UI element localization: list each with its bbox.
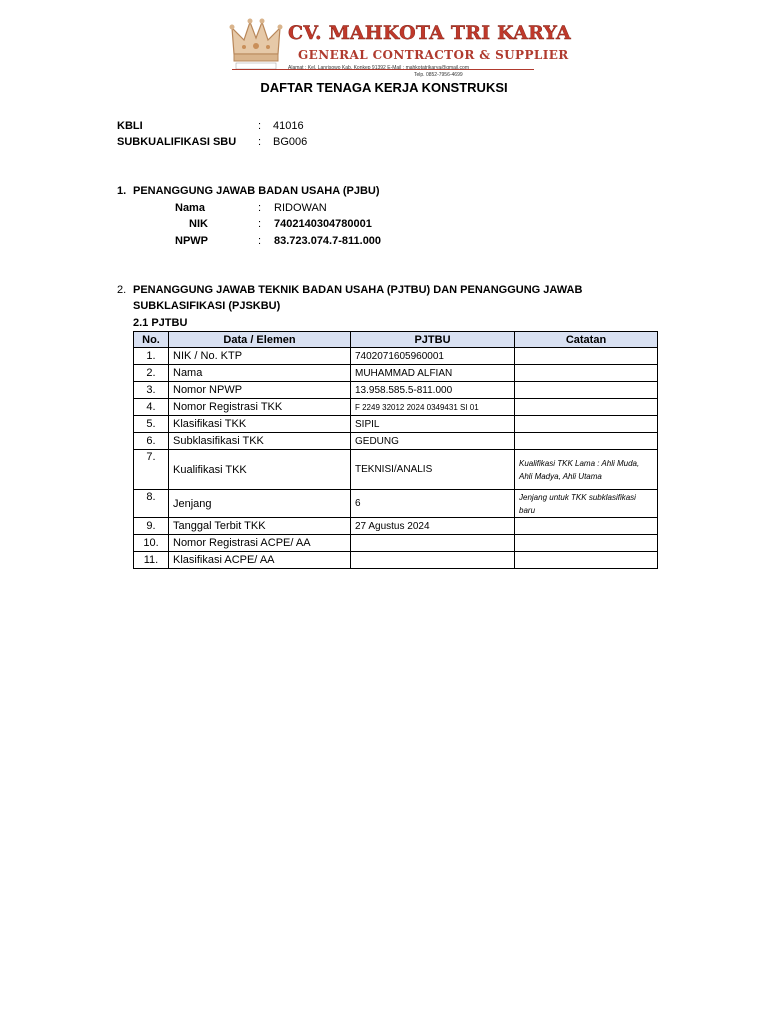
row-elemen: Nama [169,365,351,382]
row-elemen: Klasifikasi ACPE/ AA [169,552,351,569]
row-pjtbu: 13.958.585.5-811.000 [351,382,515,399]
row-pjtbu: 7402071605960001 [351,348,515,365]
section2-number: 2. [117,284,127,296]
table-row [134,490,658,518]
table-row [134,416,658,433]
table-row [134,365,658,382]
row-pjtbu: 6 [351,490,515,518]
row-elemen: NIK / No. KTP [169,348,351,365]
table-row [134,382,658,399]
row-pjtbu: GEDUNG [351,433,515,450]
company-phone: Telp. 0852-7956-4699 [414,72,463,78]
row-pjtbu [351,535,515,552]
row-number: 8. [134,490,169,518]
row-elemen: Jenjang [169,490,351,518]
row-number: 11. [134,552,169,569]
row-number: 9. [134,518,169,535]
row-number: 5. [134,416,169,433]
pjbu-nama-value: RIDOWAN [274,202,327,214]
subkualifikasi-label: SUBKUALIFIKASI SBU [117,136,237,148]
row-catatan: Jenjang untuk TKK subklasifikasi baru [515,490,658,518]
row-elemen: Nomor NPWP [169,382,351,399]
crown-logo-icon [228,14,284,70]
pjbu-nik-value: 7402140304780001 [274,218,372,230]
row-pjtbu: 27 Agustus 2024 [351,518,515,535]
row-elemen: Nomor Registrasi ACPE/ AA [169,535,351,552]
section1-number: 1. [117,185,127,197]
document-title: DAFTAR TENAGA KERJA KONSTRUKSI [260,80,508,95]
row-number: 2. [134,365,169,382]
pjbu-npwp-value: 83.723.074.7-811.000 [274,235,382,247]
row-catatan [515,433,658,450]
pjbu-nik-colon: : [258,218,262,230]
row-number: 4. [134,399,169,416]
kbli-colon: : [258,120,262,132]
subkualifikasi-colon: : [258,136,262,148]
company-tagline: GENERAL CONTRACTOR & SUPPLIER [298,48,569,62]
table-row [134,518,658,535]
kbli-label: KBLI [117,120,143,132]
company-address: Alamat : Kel. Lanrisowo Kab. Konkep 91392 E-Mail : mahkotatrikarya@gmail.com [288,65,469,71]
row-catatan [515,382,658,399]
letterhead [226,10,571,78]
subkualifikasi-value: BG006 [273,136,308,148]
row-number: 1. [134,348,169,365]
section2-title-line2: SUBKLASIFIKASI (PJSKBU) [133,300,281,312]
row-elemen: Klasifikasi TKK [169,416,351,433]
table-row [134,450,658,490]
pjtbu-table [133,331,658,569]
table-row [134,348,658,365]
section2-title [133,282,653,314]
header-data-elemen: Data / Elemen [169,332,351,348]
row-elemen: Kualifikasi TKK [169,450,351,490]
row-catatan [515,399,658,416]
section2-title-line1: PENANGGUNG JAWAB TEKNIK BADAN USAHA (PJTBU) DAN PENANGGUNG JAWAB [133,284,583,296]
letterhead-divider [232,69,534,70]
row-catatan [515,365,658,382]
pjbu-nama-colon: : [258,202,262,214]
table-row [134,399,658,416]
table-row [134,535,658,552]
subsection-pjtbu-title: 2.1 PJTBU [133,317,188,329]
row-number: 7. [134,450,169,490]
company-name: CV. MAHKOTA TRI KARYA [288,22,571,44]
pjbu-npwp-label: NPWP [175,235,208,247]
header-catatan: Catatan [515,332,658,348]
row-catatan [515,348,658,365]
row-pjtbu [351,552,515,569]
row-pjtbu: F 2249 32012 2024 0349431 SI 01 [351,399,515,416]
row-number: 6. [134,433,169,450]
header-pjtbu: PJTBU [351,332,515,348]
row-catatan [515,416,658,433]
kbli-value: 41016 [273,120,304,132]
row-catatan [515,535,658,552]
row-pjtbu: SIPIL [351,416,515,433]
row-catatan [515,518,658,535]
row-number: 3. [134,382,169,399]
pjbu-npwp-colon: : [258,235,262,247]
table-header-row [134,332,658,348]
pjbu-nama-label: Nama [175,202,205,214]
row-elemen: Subklasifikasi TKK [169,433,351,450]
row-pjtbu: MUHAMMAD ALFIAN [351,365,515,382]
row-pjtbu: TEKNISI/ANALIS [351,450,515,490]
table-row [134,433,658,450]
table-row [134,552,658,569]
row-elemen: Nomor Registrasi TKK [169,399,351,416]
row-catatan [515,552,658,569]
header-no: No. [134,332,169,348]
pjbu-nik-label: NIK [189,218,208,230]
row-catatan: Kualifikasi TKK Lama : Ahli Muda, Ahli Madya, Ahli Utama [515,450,658,490]
row-elemen: Tanggal Terbit TKK [169,518,351,535]
row-number: 10. [134,535,169,552]
section1-title: PENANGGUNG JAWAB BADAN USAHA (PJBU) [133,185,380,197]
